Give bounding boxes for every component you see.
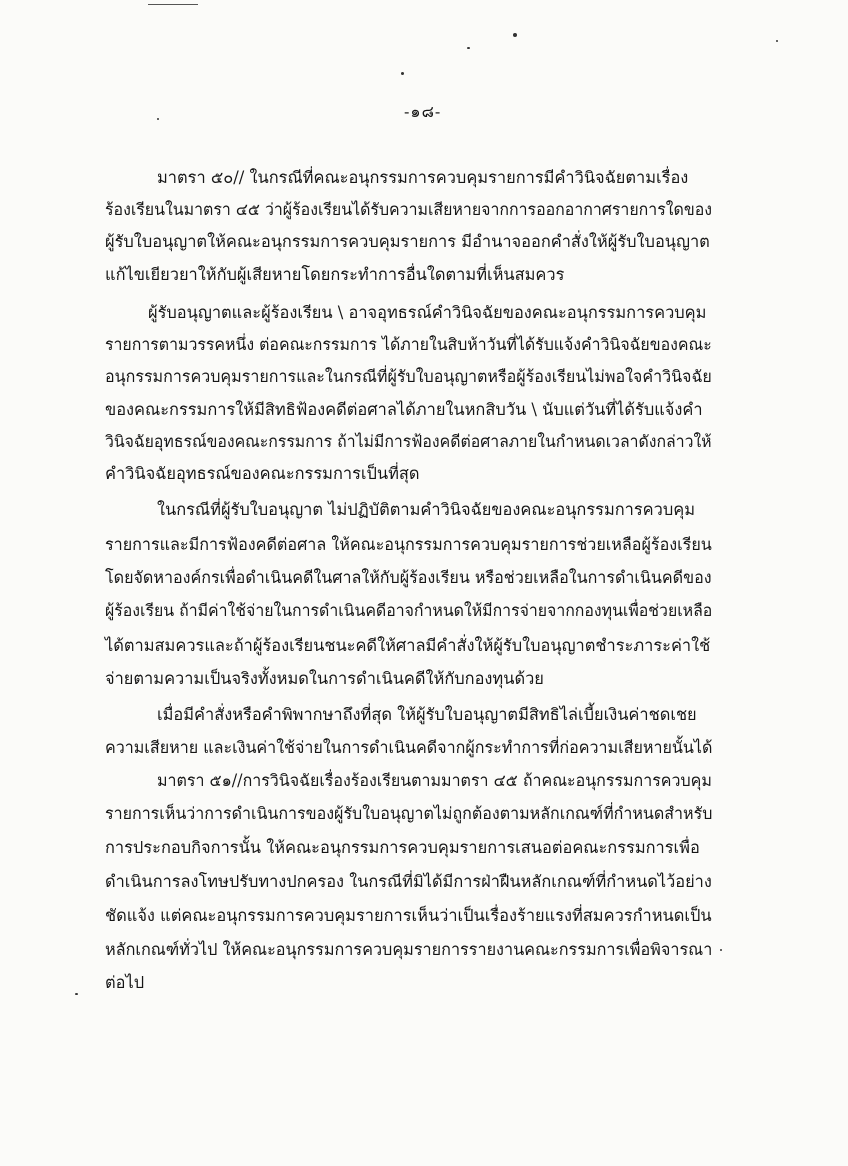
text-line: การประกอบกิจการนั้น ให้คณะอนุกรรมการควบคุมรายการเสนอต่อคณะกรรมการเพื่อ bbox=[105, 838, 700, 857]
text-line: แก้ไขเยียวยาให้กับผู้เสียหายโดยกระทำการอื่นใดตามที่เห็นสมควร bbox=[105, 265, 565, 284]
scan-speck bbox=[776, 40, 778, 42]
text-line: คำวินิจฉัยอุทธรณ์ของคณะกรรมการเป็นที่สุด bbox=[105, 464, 420, 483]
text-line: มาตรา ๕๐// ในกรณีที่คณะอนุกรรมการควบคุมรายการมีคำวินิจฉัยตามเรื่อง bbox=[157, 168, 689, 187]
text-line: ผู้รับอนุญาตและผู้ร้องเรียน \ อาจอุทธรณ์คำวินิจฉัยของคณะอนุกรรมการควบคุม bbox=[148, 303, 707, 322]
page-number: -๑๘- bbox=[404, 102, 442, 121]
text-line: อนุกรรมการควบคุมรายการและในกรณีที่ผู้รับใบอนุญาตหรือผู้ร้องเรียนไม่พอใจคำวินิจฉัย bbox=[105, 367, 712, 386]
text-line: ต่อไป bbox=[105, 973, 145, 992]
text-line: มาตรา ๕๑//การวินิจฉัยเรื่องร้องเรียนตามมาตรา ๔๕ ถ้าคณะอนุกรรมการควบคุม bbox=[157, 771, 712, 790]
scan-speck bbox=[401, 72, 404, 75]
text-line: ความเสียหาย และเงินค่าใช้จ่ายในการดำเนินคดีจากผู้กระทำการที่ก่อความเสียหายนั้นได้ bbox=[105, 738, 713, 757]
text-line: จ่ายตามความเป็นจริงทั้งหมดในการดำเนินคดีให้กับกองทุนด้วย bbox=[105, 669, 544, 688]
scan-mark bbox=[148, 4, 198, 5]
text-line: ของคณะกรรมการให้มีสิทธิฟ้องคดีต่อศาลได้ภายในหกสิบวัน \ นับแต่วันที่ได้รับแจ้งคำ bbox=[105, 400, 703, 419]
text-line: รายการตามวรรคหนึ่ง ต่อคณะกรรมการ ได้ภายในสิบห้าวันที่ได้รับแจ้งคำวินิจฉัยของคณะ bbox=[105, 335, 712, 354]
text-line: ได้ตามสมควรและถ้าผู้ร้องเรียนชนะคดีให้ศาลมีคำสั่งให้ผู้รับใบอนุญาตชำระภาระค่าใช้ bbox=[105, 636, 711, 655]
text-line: หลักเกณฑ์ทั่วไป ให้คณะอนุกรรมการควบคุมรายการรายงานคณะกรรมการเพื่อพิจารณา bbox=[105, 940, 713, 959]
text-line: รายการและมีการฟ้องคดีต่อศาล ให้คณะอนุกรรมการควบคุมรายการช่วยเหลือผู้ร้องเรียน bbox=[105, 535, 712, 554]
text-line: ร้องเรียนในมาตรา ๔๕ ว่าผู้ร้องเรียนได้รับความเสียหายจากการออกอากาศรายการใดของ bbox=[105, 200, 712, 219]
text-line: โดยจัดหาองค์กรเพื่อดำเนินคดีในศาลให้กับผู้ร้องเรียน หรือช่วยเหลือในการดำเนินคดีของ bbox=[105, 568, 712, 587]
text-line: ผู้ร้องเรียน ถ้ามีค่าใช้จ่ายในการดำเนินคดีอาจกำหนดให้มีการจ่ายจากกองทุนเพื่อช่วยเหลือ bbox=[105, 601, 713, 620]
text-line: เมื่อมีคำสั่งหรือคำพิพากษาถึงที่สุด ให้ผู้รับใบอนุญาตมีสิทธิไล่เบี้ยเงินค่าชดเชย bbox=[157, 705, 697, 724]
scan-speck bbox=[467, 47, 470, 49]
text-line: ดำเนินการลงโทษปรับทางปกครอง ในกรณีที่มิได้มีการฝ่าฝืนหลักเกณฑ์ที่กำหนดไว้อย่าง bbox=[105, 872, 712, 891]
text-line: ชัดแจ้ง แต่คณะอนุกรรมการควบคุมรายการเห็นว่าเป็นเรื่องร้ายแรงที่สมควรกำหนดเป็น bbox=[105, 906, 712, 925]
scan-speck bbox=[513, 33, 517, 37]
text-line: วินิจฉัยอุทธรณ์ของคณะกรรมการ ถ้าไม่มีการฟ้องคดีต่อศาลภายในกำหนดเวลาดังกล่าวให้ bbox=[105, 432, 712, 451]
text-line: ในกรณีที่ผู้รับใบอนุญาต ไม่ปฏิบัติตามคำวินิจฉัยของคณะอนุกรรมการควบคุม bbox=[157, 500, 696, 519]
scan-speck bbox=[157, 118, 159, 120]
text-line: ผู้รับใบอนุญาตให้คณะอนุกรรมการควบคุมรายการ มีอำนาจออกคำสั่งให้ผู้รับใบอนุญาต bbox=[105, 232, 710, 251]
text-line: รายการเห็นว่าการดำเนินการของผู้รับใบอนุญาตไม่ถูกต้องตามหลักเกณฑ์ที่กำหนดสำหรับ bbox=[105, 804, 713, 823]
scan-speck bbox=[75, 993, 78, 995]
scan-speck bbox=[720, 949, 722, 951]
